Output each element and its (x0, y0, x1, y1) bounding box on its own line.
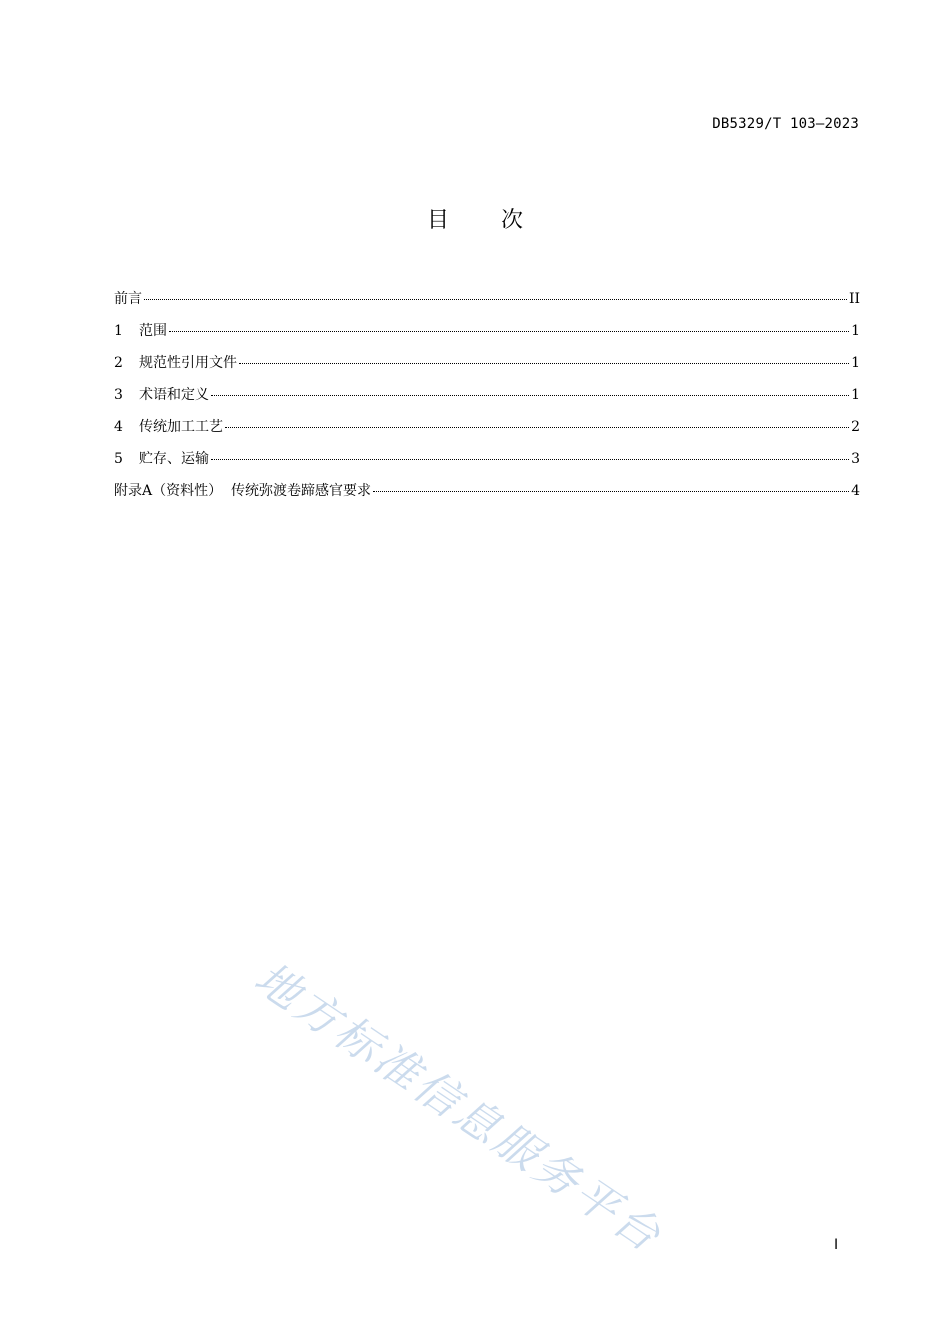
toc-entry-scope[interactable] (114, 320, 860, 352)
toc-leader-dots (225, 427, 849, 428)
toc-leader-dots (373, 491, 849, 492)
toc-entry-label: 规范性引用文件 (139, 355, 237, 371)
toc-list (114, 288, 860, 512)
toc-entry-label: 前言 (114, 291, 142, 307)
toc-leader-dots (211, 459, 849, 460)
toc-leader-dots (211, 395, 849, 396)
toc-entry-page: 2 (851, 419, 860, 435)
toc-entry-label: 术语和定义 (139, 387, 209, 403)
toc-entry-page: 1 (851, 387, 860, 403)
toc-entry-number: 5 (114, 451, 123, 467)
toc-entry-processing[interactable] (114, 416, 860, 448)
toc-entry-label: 贮存、运输 (139, 451, 209, 467)
toc-entry-number: 2 (114, 355, 123, 371)
toc-entry-number: 4 (114, 419, 123, 435)
toc-title-char-2: 次 (501, 208, 524, 233)
toc-title (0, 203, 950, 234)
toc-leader-dots (239, 363, 849, 364)
toc-entry-page: 4 (851, 483, 860, 499)
toc-entry-terms-definitions[interactable] (114, 384, 860, 416)
toc-title-char-1: 目 (426, 208, 449, 233)
toc-leader-dots (169, 331, 849, 332)
toc-entry-storage-transport[interactable] (114, 448, 860, 480)
toc-entry-label: 附录A（资料性） 传统弥渡卷蹄感官要求 (114, 483, 372, 499)
toc-entry-page: 1 (851, 355, 860, 371)
toc-entry-label: 传统加工工艺 (139, 419, 223, 435)
toc-entry-foreword[interactable] (114, 288, 860, 320)
toc-entry-number: 1 (114, 323, 123, 339)
standard-code: DB5329/T 103—2023 (712, 116, 859, 132)
toc-entry-page: 1 (851, 323, 860, 339)
toc-entry-normative-references[interactable] (114, 352, 860, 384)
toc-entry-page: 3 (851, 451, 860, 467)
toc-entry-label: 范围 (139, 323, 167, 339)
toc-entry-page: II (848, 291, 860, 307)
toc-entry-number: 3 (114, 387, 123, 403)
toc-leader-dots (144, 299, 847, 300)
page-number: I (834, 1237, 839, 1253)
toc-entry-appendix-a[interactable] (114, 480, 860, 512)
watermark: 地方标准信息服务平台 (245, 952, 672, 1264)
